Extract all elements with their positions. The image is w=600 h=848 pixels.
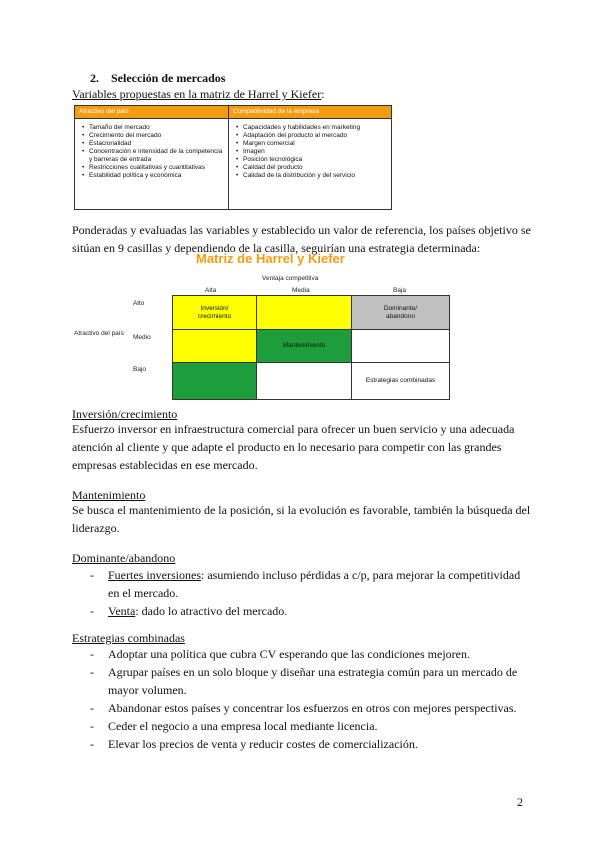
variables-intro-colon: : <box>321 87 325 101</box>
list-item: - Elevar los precios de venta y reducir costes de comercialización. <box>90 735 530 753</box>
table-header-divider <box>75 118 391 119</box>
cell-alto-media <box>256 295 352 330</box>
mantenimiento-title: Mantenimiento <box>72 488 146 502</box>
list-item: • Tamaño del mercado <box>89 124 225 132</box>
matrix-side-label: Atractivo del país <box>74 330 124 337</box>
list-item: • Posición tecnológica <box>243 156 393 164</box>
variables-table <box>74 105 392 210</box>
list-item: - Agrupar países en un solo bloque y diseñar una estrategia común para un mercado de mayor volumen. <box>90 663 530 699</box>
row-label-alto: Alto <box>133 300 145 307</box>
matrix-top-label: Ventaja competitiva <box>262 275 319 282</box>
venta-label: Venta <box>108 604 136 618</box>
row-label-medio: Medio <box>133 334 151 341</box>
variables-intro-text: Variables propuestas en la matriz de Harrel y Kiefer <box>72 87 322 101</box>
mantenimiento-body: Se busca el mantenimiento de la posición, si la evolución es favorable, también la búsqueda del liderazgo. <box>72 503 531 535</box>
list-item: - Adoptar una política que cubra CV esperando que las condiciones mejoren. <box>90 645 530 663</box>
cell-inversion-crecimiento <box>172 295 257 330</box>
section-title: Selección de mercados <box>111 71 226 85</box>
table-column-divider <box>228 106 229 209</box>
page-number: 2 <box>517 795 523 809</box>
table-header-atractivo: Atractivo del país <box>75 106 228 118</box>
atractivo-list <box>79 124 225 180</box>
combinadas-list <box>90 645 530 753</box>
section-heading <box>90 71 225 86</box>
cell-mantenimiento-label: Mantenimiento <box>282 342 326 349</box>
variables-intro <box>72 87 325 102</box>
dominante-list <box>90 566 530 620</box>
cell-dominante-label: Dominante/ abandono <box>383 304 418 320</box>
venta-text: : dado lo atractivo del mercado. <box>135 604 288 618</box>
list-item: • Estabilidad política y económica <box>89 172 225 180</box>
section-number: 2. <box>90 71 99 85</box>
cell-inversion-label: Inversión/ crecimiento <box>197 304 232 320</box>
list-item: - Abandonar estos países y concentrar los esfuerzos en otros con mejores perspectivas. <box>90 699 530 717</box>
dominante-title: Dominante/abandono <box>72 551 176 565</box>
combinadas-title: Estrategias combinadas <box>72 631 185 645</box>
intro-paragraph: Ponderadas y evaluadas las variables y establecido un valor de referencia, los países objetivo se sitúan en 9 casillas y dependiendo de la casilla, seguirían una estrategia determinada: <box>72 223 531 255</box>
cell-mantenimiento <box>256 329 352 363</box>
fuertes-inversiones-label: Fuertes inversiones <box>108 568 201 582</box>
fuertes-inversiones-text: : asumiendo incluso pérdidas a c/p, para mejorar la competitividad en el mercado. <box>108 568 521 600</box>
cell-bajo-media <box>256 362 352 400</box>
column-label-media: Media <box>292 287 310 294</box>
inversion-title: Inversión/crecimiento <box>72 407 178 421</box>
list-item: • Restricciones cualitativas y cuantitativas <box>89 164 225 172</box>
list-item: • Calidad de la distribución y del servicio <box>243 172 393 180</box>
list-item <box>90 566 530 602</box>
list-item: • Crecimiento del mercado <box>89 132 225 140</box>
cell-medio-alta <box>172 329 257 363</box>
table-header-competitividad: Competitividad de la empresa <box>229 106 391 118</box>
cell-dominante-abandono <box>351 295 450 330</box>
list-item: • Margen comercial <box>243 140 393 148</box>
inversion-body: Esfuerzo inversor en infraestructura comercial para ofrecer un buen servicio y una adecuada atención al cliente y que adapte el producto en lo necesario para competir con las grandes empresas establecidas en ese mercado. <box>72 422 515 472</box>
row-label-bajo: Bajo <box>133 366 147 373</box>
column-label-baja: Baja <box>393 287 407 294</box>
cell-estrategias-combinadas <box>351 362 450 400</box>
list-item: • Capacidades y habilidades en marketing <box>243 124 393 132</box>
list-item: • Calidad del producto <box>243 164 393 172</box>
list-item: • Estacionalidad <box>89 140 225 148</box>
cell-bajo-alta <box>172 362 257 400</box>
cell-combinadas-label: Estrategias combinadas <box>365 377 436 384</box>
list-item <box>90 602 530 620</box>
column-label-alta: Alta <box>205 287 217 294</box>
list-item: • Imagen <box>243 148 393 156</box>
list-item: • Concentración e intensidad de la competencia y barreras de entrada <box>89 148 225 164</box>
cell-medio-baja <box>351 329 450 363</box>
matrix-grid <box>172 295 450 400</box>
list-item: • Adaptación del producto al mercado <box>243 132 393 140</box>
competitividad-list <box>233 124 393 180</box>
list-item: - Ceder el negocio a una empresa local mediante licencia. <box>90 717 530 735</box>
matrix-title: Matriz de Harrel y Kiefer <box>196 251 345 266</box>
